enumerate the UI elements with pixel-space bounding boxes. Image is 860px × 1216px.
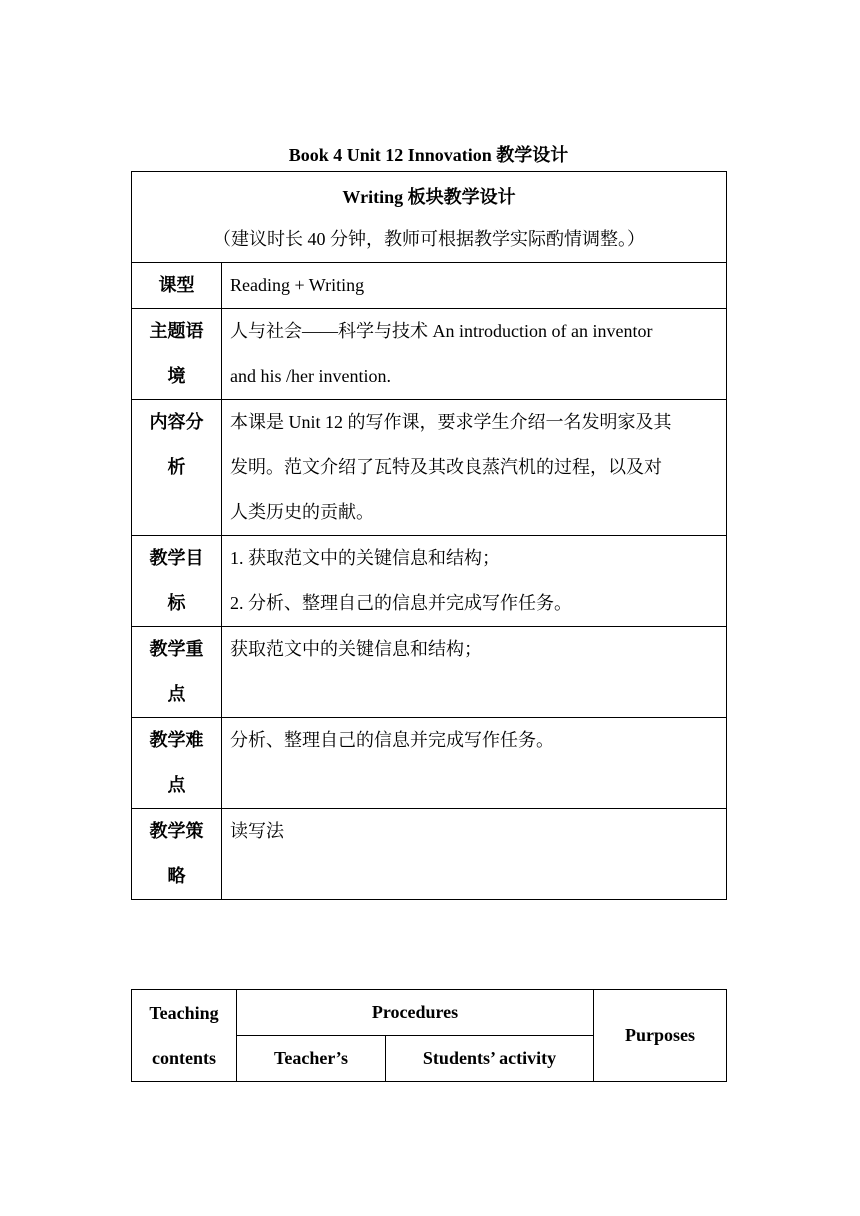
row-value bbox=[222, 718, 727, 809]
row-value-line: 读写法 bbox=[230, 821, 284, 841]
header-line: Teaching bbox=[149, 1002, 219, 1023]
row-value bbox=[222, 536, 727, 627]
teachers-header: Teacher’s bbox=[237, 1036, 386, 1082]
row-label-line: 教学目 bbox=[149, 548, 204, 568]
row-value-line: 获取范文中的关键信息和结构； bbox=[230, 639, 482, 659]
row-value-line: 分析、整理自己的信息并完成写作任务。 bbox=[230, 730, 554, 750]
row-value-line: 人与社会——科学与技术 An introduction of an inventor bbox=[230, 321, 653, 341]
row-value bbox=[222, 809, 727, 900]
table-header-row bbox=[132, 172, 727, 263]
row-label-line: 点 bbox=[167, 775, 186, 795]
row-value bbox=[222, 263, 727, 309]
row-label bbox=[132, 627, 222, 718]
procedures-header: Procedures bbox=[237, 990, 594, 1036]
row-label bbox=[132, 263, 222, 309]
row-label-line: 境 bbox=[167, 366, 186, 386]
row-label-line: 标 bbox=[167, 593, 186, 613]
row-label bbox=[132, 309, 222, 400]
row-value bbox=[222, 627, 727, 718]
table-row bbox=[132, 718, 727, 809]
row-label-line: 教学重 bbox=[149, 639, 204, 659]
students-activity-header: Students’ activity bbox=[386, 1036, 594, 1082]
table-header-cell bbox=[132, 172, 727, 263]
row-value-line: and his /her invention. bbox=[230, 366, 391, 386]
row-value-line: 发明。范文介绍了瓦特及其改良蒸汽机的过程，以及对 bbox=[230, 457, 662, 477]
row-label bbox=[132, 718, 222, 809]
row-label-line: 教学策 bbox=[149, 821, 204, 841]
row-label-line: 略 bbox=[167, 866, 186, 886]
row-label bbox=[132, 536, 222, 627]
row-label-line: 主题语 bbox=[149, 321, 204, 341]
row-value bbox=[222, 309, 727, 400]
row-label-line: 教学难 bbox=[149, 730, 204, 750]
row-label-line: 课型 bbox=[158, 275, 195, 295]
row-value-line: Reading + Writing bbox=[230, 275, 365, 295]
section-heading: Writing 板块教学设计 bbox=[342, 187, 516, 207]
row-label-line: 析 bbox=[167, 457, 186, 477]
table-row bbox=[132, 263, 727, 309]
lesson-design-table bbox=[131, 171, 727, 900]
teaching-contents-header bbox=[132, 990, 237, 1082]
row-value-line: 1. 获取范文中的关键信息和结构； bbox=[230, 548, 500, 568]
table-row bbox=[132, 309, 727, 400]
row-value bbox=[222, 400, 727, 536]
procedures-table bbox=[131, 989, 727, 1082]
table-row bbox=[132, 536, 727, 627]
header-line: contents bbox=[152, 1047, 216, 1068]
table-row bbox=[132, 627, 727, 718]
row-label bbox=[132, 400, 222, 536]
row-value-line: 人类历史的贡献。 bbox=[230, 502, 374, 522]
row-value-line: 2. 分析、整理自己的信息并完成写作任务。 bbox=[230, 593, 572, 613]
row-label-line: 内容分 bbox=[149, 412, 204, 432]
row-label-line: 点 bbox=[167, 684, 186, 704]
purposes-header: Purposes bbox=[594, 990, 727, 1082]
row-value-line: 本课是 Unit 12 的写作课，要求学生介绍一名发明家及其 bbox=[230, 412, 672, 432]
table-row bbox=[132, 400, 727, 536]
duration-note: （建议时长 40 分钟，教师可根据教学实际酌情调整。） bbox=[213, 229, 645, 249]
document-title: Book 4 Unit 12 Innovation 教学设计 bbox=[288, 145, 569, 165]
table-row bbox=[132, 809, 727, 900]
table-row bbox=[132, 990, 727, 1036]
row-label bbox=[132, 809, 222, 900]
